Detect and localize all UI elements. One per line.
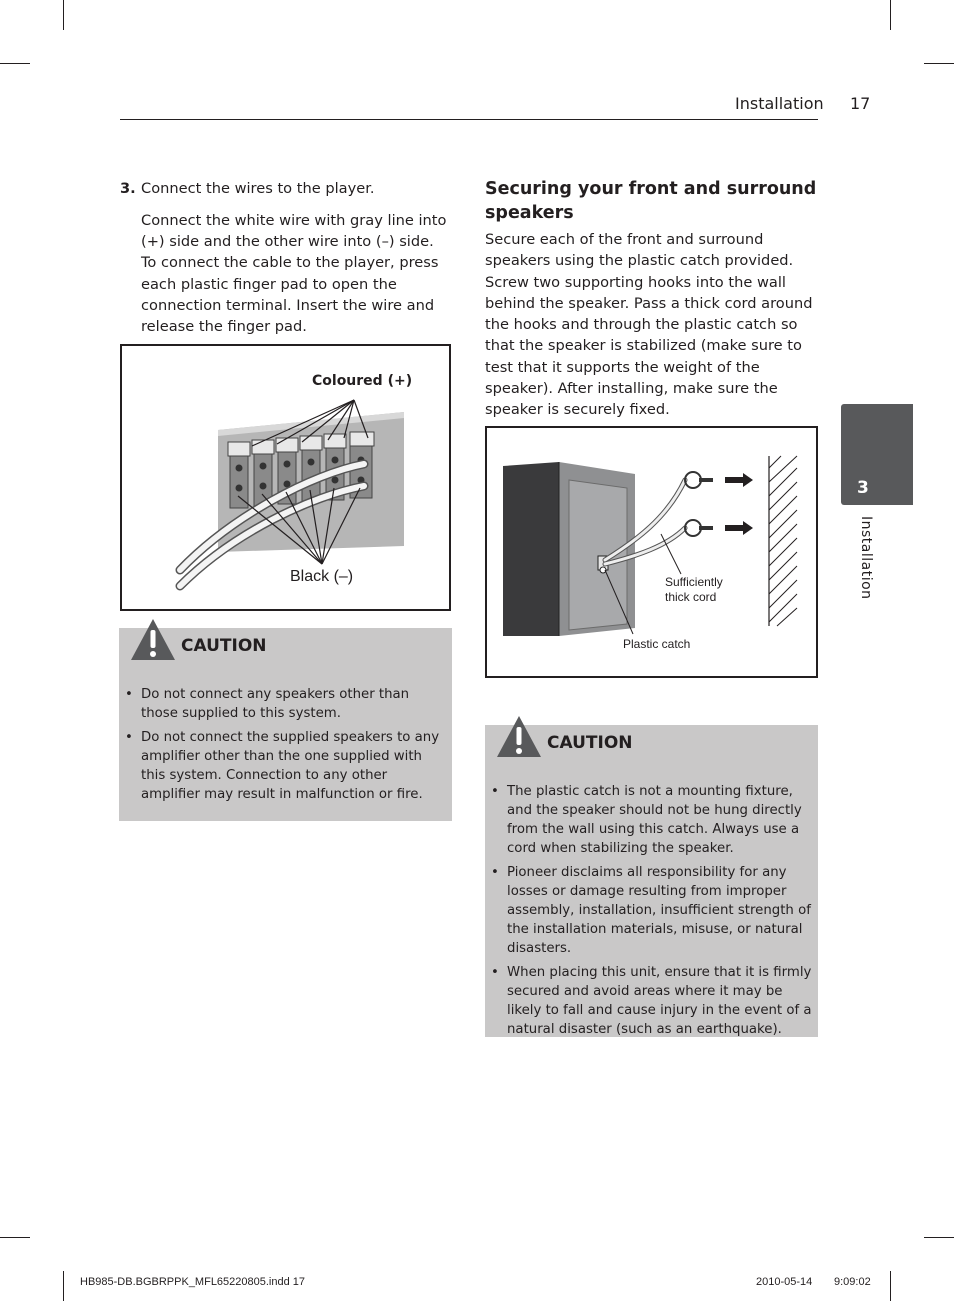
crop-mark (890, 0, 891, 30)
speaker-terminal-figure (120, 344, 451, 611)
speaker-terminal-illustration (122, 346, 451, 611)
slug-date: 2010-05-14 (756, 1276, 813, 1288)
page-number: 17 (850, 94, 871, 113)
crop-mark (0, 63, 30, 64)
warning-icon (129, 616, 177, 664)
crop-mark (63, 1271, 64, 1301)
crop-mark (924, 63, 954, 64)
step-number: 3. (120, 180, 136, 197)
caution-list (119, 685, 441, 809)
step-paragraph: Connect the white wire with gray line into (+) side and the other wire into (–) side. To connect the cable to the player, press each plastic finger pad to open the connection terminal. Insert the wire and release the finger pad. (141, 212, 447, 336)
slug-time: 9:09:02 (834, 1276, 871, 1288)
plastic-catch-figure (485, 426, 818, 678)
label-cord-line2: thick cord (665, 590, 717, 604)
list-item: • When placing this unit, ensure that it is firmly secured and avoid areas where it may be likely to fall and cause injury in the event of a natural disaster (such as an earthquake). (491, 965, 812, 1037)
list-item: • The plastic catch is not a mounting fixture, and the speaker should not be hung directly from the wall using this catch. Always use a cord when stabilizing the speaker. (491, 784, 802, 856)
header-rule (120, 119, 818, 120)
step-text: Connect the wires to the player. (141, 180, 375, 197)
list-item: • Do not connect the supplied speakers to any amplifier other than the one supplied with this system. Connection to any other amplifier may result in malfunction or fire. (125, 730, 440, 802)
crop-mark (890, 1271, 891, 1301)
plastic-catch-illustration (487, 428, 818, 678)
caution-box (485, 725, 818, 1037)
crop-mark (63, 0, 64, 30)
slug-filename: HB985-DB.BGBRPPK_MFL65220805.indd 17 (80, 1276, 306, 1288)
caution-label: CAUTION (181, 636, 267, 656)
caution-box (119, 628, 452, 821)
crop-mark (0, 1237, 30, 1238)
chapter-number: 3 (857, 478, 869, 498)
caution-list (485, 782, 813, 1044)
section-body: Secure each of the front and surround speakers using the plastic catch provided. Screw two supporting hooks into the wall behind the speaker. Pass a thick cord around the hooks and through the plastic catch so that the speaker is stabilized (make sure to test that it supports the weight of the speaker). After installing, make sure the speaker is securely fixed. (485, 231, 813, 419)
list-item: • Pioneer disclaims all responsibility for any losses or damage resulting from improper assembly, installation, insufficient strength of the installation materials, misuse, or natural disasters. (491, 865, 811, 956)
caution-label: CAUTION (547, 733, 633, 753)
header-section-title: Installation (735, 94, 824, 113)
warning-icon (495, 713, 543, 761)
label-coloured-positive: Coloured (+) (312, 373, 413, 389)
section-title: Securing your front and surround speakers (485, 179, 817, 223)
label-cord-line1: Sufficiently (665, 575, 723, 589)
label-plastic-catch: Plastic catch (623, 637, 691, 651)
crop-mark (924, 1237, 954, 1238)
label-black-negative: Black (–) (290, 568, 354, 585)
chapter-tab (841, 404, 913, 505)
list-item: • Do not connect any speakers other than those supplied to this system. (125, 687, 410, 721)
chapter-label: Installation (858, 516, 874, 600)
